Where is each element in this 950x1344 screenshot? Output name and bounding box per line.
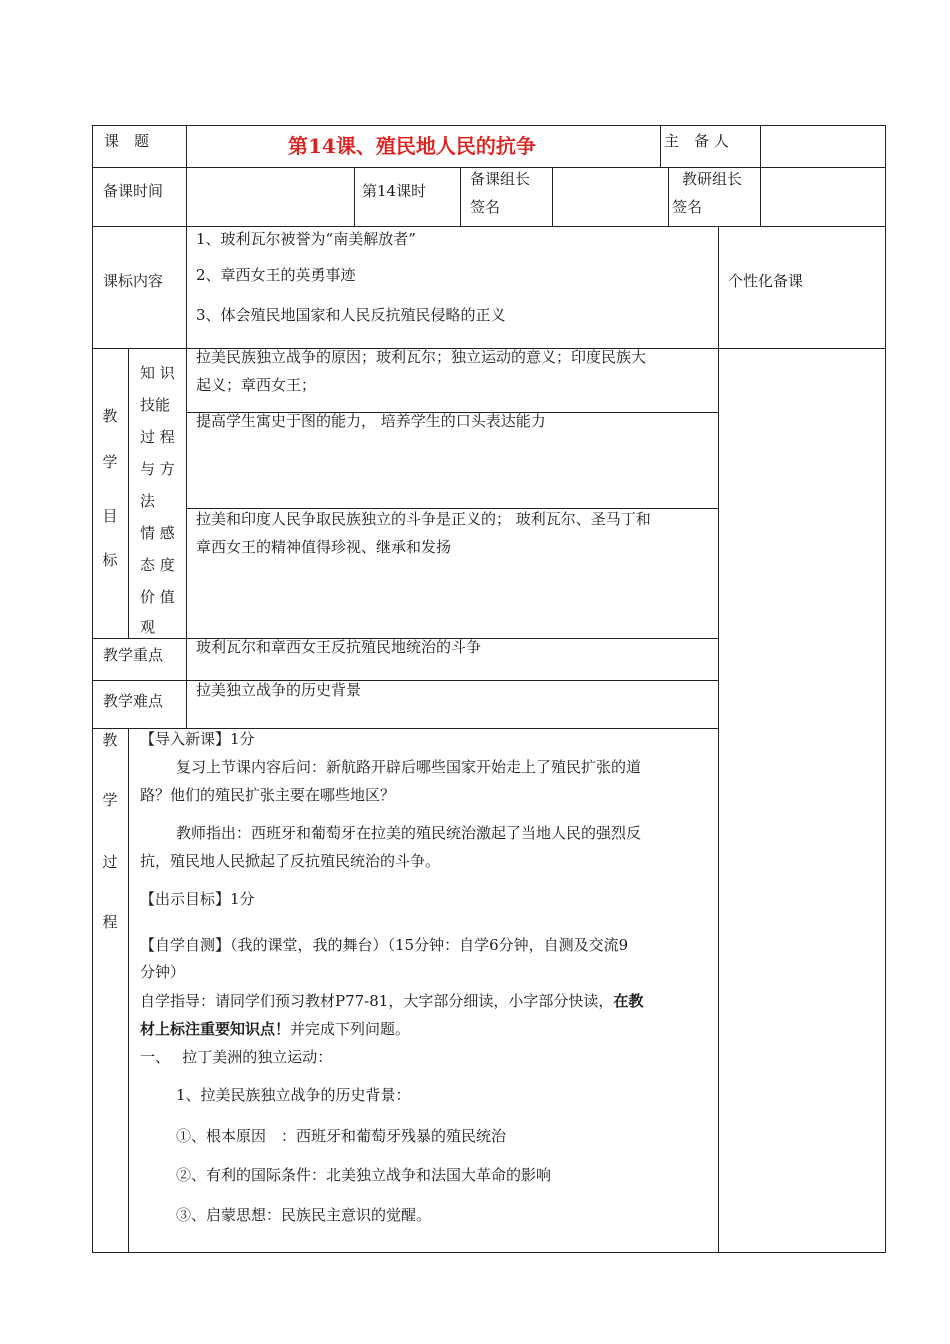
standard-label: 课标内容 <box>103 272 164 290</box>
goals-label-char: 学 <box>102 453 118 471</box>
topic-label: 课 题 <box>104 132 150 150</box>
goals-label-char: 教 <box>102 407 118 425</box>
study-guide-emphasis: 在教 <box>613 992 644 1010</box>
point-item: ②、有利的国际条件：北美独立战争和法国大革命的影响 <box>176 1166 552 1184</box>
difficulty-label: 教学难点 <box>103 692 164 710</box>
group-leader-label: 备课组长 <box>470 170 531 188</box>
point-item: ③、启蒙思想：民族民主意识的觉醒。 <box>176 1206 432 1224</box>
emotion-label: 情 感 <box>140 524 175 542</box>
study-guide-emphasis: 材上标注重要知识点！ <box>140 1020 291 1038</box>
knowledge-text: 起义；章西女王； <box>196 376 317 394</box>
self-study-heading: 【自学自测】（我的课堂，我的舞台）（15分钟：自学6分钟，自测及交流9 <box>140 936 629 954</box>
personal-prep-label: 个性化备课 <box>728 272 804 290</box>
lesson-number: 第14课时 <box>362 182 427 200</box>
standard-item-3: 3、体会殖民地国家和人民反抗殖民侵略的正义 <box>196 306 506 324</box>
point-item: ①、根本原因 ：西班牙和葡萄牙残暴的殖民统治 <box>176 1127 507 1145</box>
standard-item-2: 2、章西女王的英勇事迹 <box>196 266 356 284</box>
process-label-char: 学 <box>102 791 118 809</box>
difficulty-text: 拉美独立战争的历史背景 <box>196 681 362 699</box>
knowledge-label: 技能 <box>140 396 171 414</box>
sub-heading: 1、拉美民族独立战争的历史背景： <box>176 1086 411 1104</box>
knowledge-text: 拉美民族独立战争的原因；玻利瓦尔；独立运动的意义；印度民族大 <box>196 348 647 366</box>
process-method-label: 法 <box>140 492 156 510</box>
standard-item-1: 1、玻利瓦尔被誉为“南美解放者” <box>196 230 416 248</box>
intro-question: 复习上节课内容后问：新航路开辟后哪些国家开始走上了殖民扩张的道 <box>176 758 642 776</box>
process-label-char: 程 <box>102 913 118 931</box>
self-study-heading: 分钟） <box>140 963 186 981</box>
goals-label-char: 标 <box>102 551 118 569</box>
research-leader-sign-label: 签名 <box>672 198 703 216</box>
study-guide-text: 自学指导：请同学们预习教材P77-81，大字部分细读，小字部分快读， <box>140 992 614 1010</box>
process-method-label: 过 程 <box>140 428 175 446</box>
knowledge-label: 知 识 <box>140 364 175 382</box>
lesson-title: 第14课、殖民地人民的抗争 <box>288 134 536 158</box>
emotion-label: 态 度 <box>140 556 175 574</box>
focus-label: 教学重点 <box>103 646 164 664</box>
teacher-note: 教师指出：西班牙和葡萄牙在拉美的殖民统治激起了当地人民的强烈反 <box>176 824 642 842</box>
research-leader-label: 教研组长 <box>682 170 743 188</box>
goals-label-char: 目 <box>102 507 118 525</box>
process-method-label: 与 方 <box>140 460 175 478</box>
emotion-label: 观 <box>140 618 156 636</box>
group-leader-sign-label: 签名 <box>470 198 501 216</box>
goal-heading: 【出示目标】1分 <box>140 890 255 908</box>
process-method-text: 提高学生寓史于图的能力， 培养学生的口头表达能力 <box>196 412 546 430</box>
intro-question: 路？他们的殖民扩张主要在哪些地区？ <box>140 786 396 804</box>
process-label-char: 教 <box>102 731 118 749</box>
intro-heading: 【导入新课】1分 <box>140 730 255 748</box>
emotion-text: 拉美和印度人民争取民族独立的斗争是正义的； 玻利瓦尔、圣马丁和 <box>196 510 651 528</box>
study-guide <box>140 1014 410 1044</box>
process-label-char: 过 <box>102 853 118 871</box>
study-guide <box>140 986 643 1016</box>
teacher-note: 抗，殖民地人民掀起了反抗殖民统治的斗争。 <box>140 852 441 870</box>
preparer-label: 主 备 人 <box>664 132 729 150</box>
section-heading: 一、 拉丁美洲的独立运动： <box>140 1048 333 1066</box>
emotion-text: 章西女王的精神值得珍视、继承和发扬 <box>196 538 452 556</box>
prep-time-label: 备课时间 <box>103 182 164 200</box>
emotion-label: 价 值 <box>140 588 175 606</box>
study-guide-text: 并完成下列问题。 <box>290 1020 411 1038</box>
focus-text: 玻利瓦尔和章西女王反抗殖民地统治的斗争 <box>196 638 482 656</box>
